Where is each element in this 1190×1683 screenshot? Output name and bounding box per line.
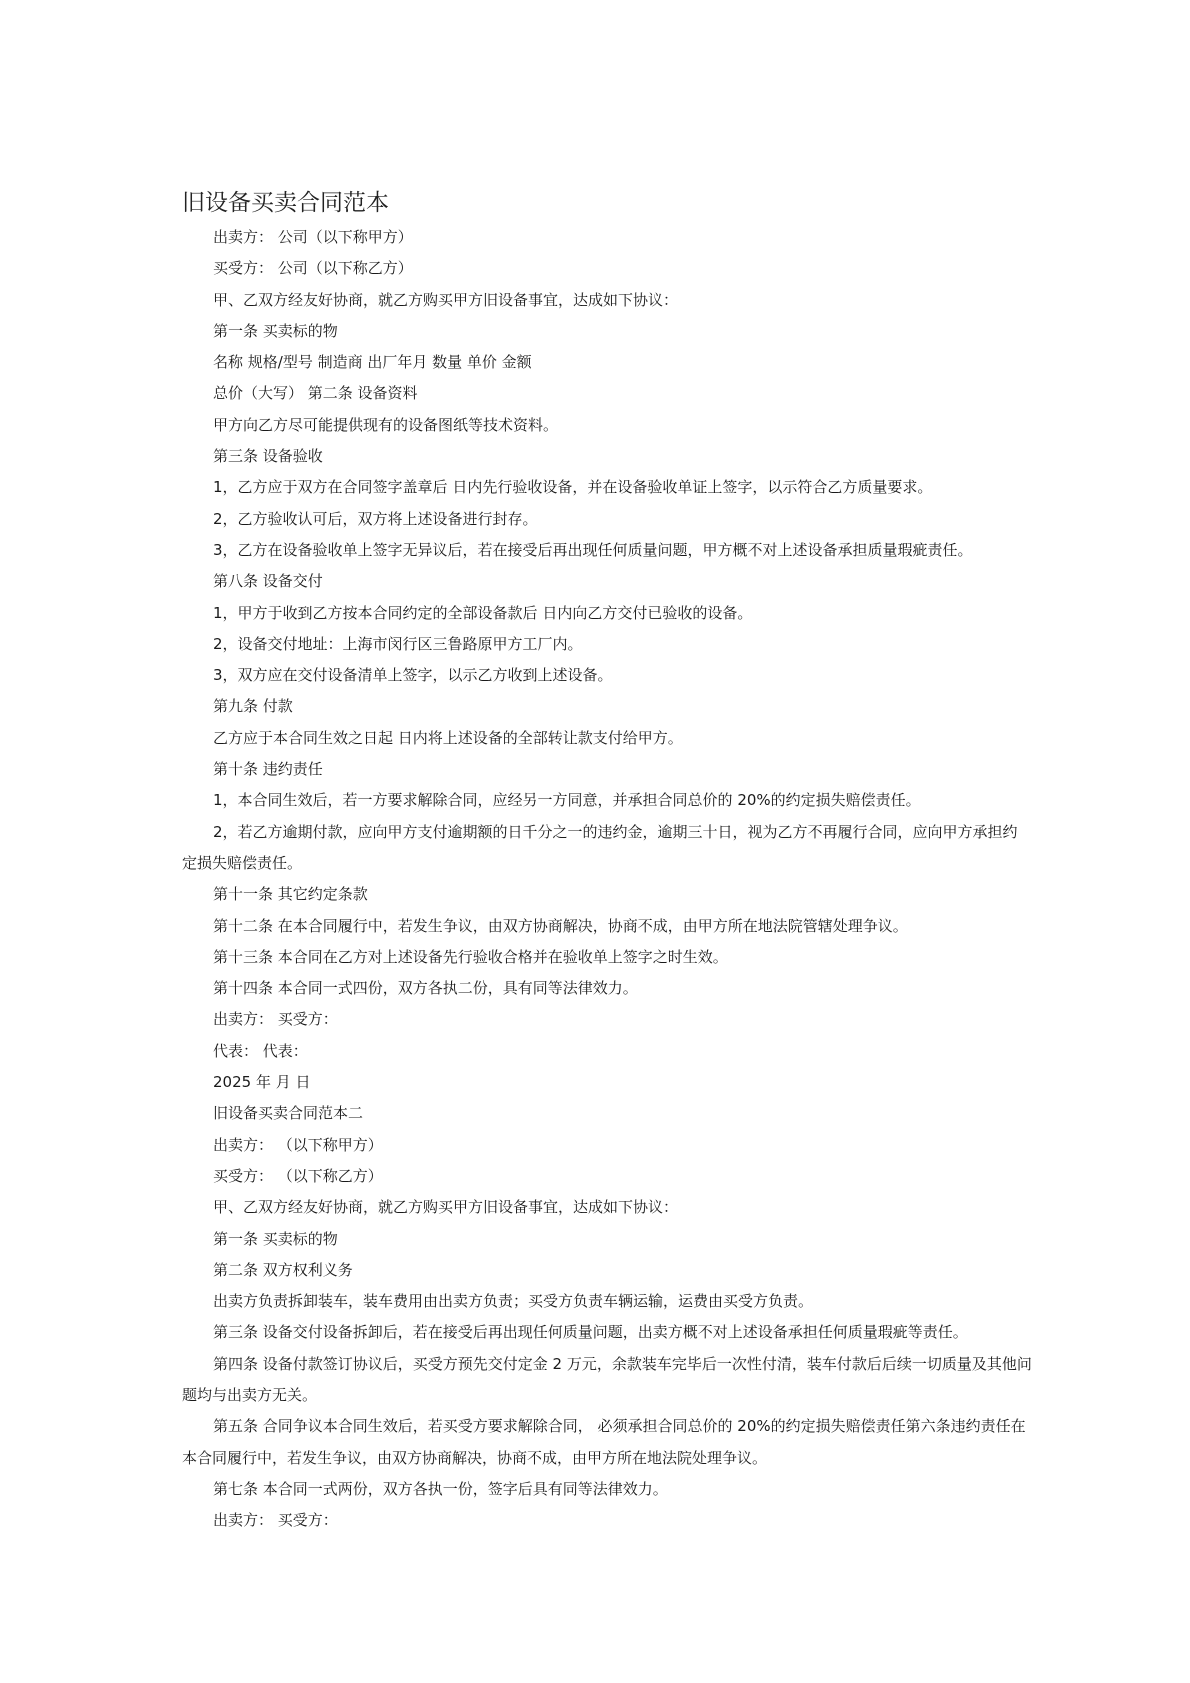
clause-heading: 第八条 设备交付 [213, 572, 323, 591]
document-body [182, 222, 1032, 1536]
paragraph-seller: 出卖方： （以下称甲方） [213, 1135, 383, 1154]
clause-heading: 第三条 设备验收 [213, 447, 323, 466]
paragraph-total-price: 总价（大写） 第二条 设备资料 [213, 384, 418, 403]
signature-line: 出卖方： 买受方： [213, 1511, 338, 1530]
paragraph: 3，双方应在交付设备清单上签字，以示乙方收到上述设备。 [213, 666, 613, 685]
paragraph: 第十四条 本合同一式四份，双方各执二份，具有同等法律效力。 [213, 979, 638, 998]
clause-heading: 第一条 买卖标的物 [213, 1229, 338, 1248]
representative-line: 代表： 代表： [213, 1041, 308, 1060]
document-title: 旧设备买卖合同范本 [182, 190, 389, 216]
paragraph: 1，乙方应于双方在合同签字盖章后 日内先行验收设备，并在设备验收单证上签字，以示符合乙方质量要求。 [213, 478, 933, 497]
clause-heading: 第十条 违约责任 [213, 760, 323, 779]
paragraph: 甲方向乙方尽可能提供现有的设备图纸等技术资料。 [213, 415, 559, 434]
paragraph: 3，乙方在设备验收单上签字无异议后，若在接受后再出现任何质量问题，甲方概不对上述设备承担质量瑕疵责任。 [213, 540, 973, 559]
paragraph: 1，甲方于收到乙方按本合同约定的全部设备款后 日内向乙方交付已验收的设备。 [213, 603, 753, 622]
paragraph-seller: 出卖方： 公司（以下称甲方） [213, 228, 413, 246]
paragraph-agreement-intro: 甲、乙双方经友好协商，就乙方购买甲方旧设备事宜，达成如下协议： [213, 1198, 679, 1217]
paragraph: 2，若乙方逾期付款，应向甲方支付逾期额的日千分之一的违约金，逾期三十日，视为乙方不再履行合同，应向甲方承担约定损失赔偿责任。 [182, 822, 1018, 872]
clause-heading: 第十一条 其它约定条款 [213, 885, 368, 904]
paragraph-agreement-intro: 甲、乙双方经友好协商，就乙方购买甲方旧设备事宜，达成如下协议： [213, 290, 679, 309]
clause-heading: 第二条 双方权利义务 [213, 1260, 353, 1279]
paragraph-buyer: 买受方： （以下称乙方） [213, 1166, 383, 1185]
clause-heading: 第九条 付款 [213, 697, 293, 716]
paragraph: 出卖方负责拆卸装车，装车费用由出卖方负责；买受方负责车辆运输，运费由买受方负责。 [213, 1292, 814, 1311]
date-line: 2025 年 月 日 [213, 1073, 311, 1092]
section-title: 旧设备买卖合同范本二 [213, 1104, 364, 1123]
paragraph: 第五条 合同争议本合同生效后，若买受方要求解除合同， 必须承担合同总价的 20%的约定损失赔偿责任第六条违约责任在本合同履行中，若发生争议，由双方协商解决，协商不成，由甲方所在地法院处理争议。 [182, 1417, 1026, 1467]
paragraph: 第四条 设备付款签订协议后，买受方预先交付定金 2 万元，余款装车完毕后一次性付清，装车付款后后续一切质量及其他问题均与出卖方无关。 [182, 1354, 1032, 1404]
paragraph: 2，设备交付地址：上海市闵行区三鲁路原甲方工厂内。 [213, 634, 583, 653]
paragraph: 第十三条 本合同在乙方对上述设备先行验收合格并在验收单上签字之时生效。 [213, 947, 728, 966]
paragraph: 1，本合同生效后，若一方要求解除合同，应经另一方同意，并承担合同总价的 20%的约定损失赔偿责任。 [213, 791, 921, 810]
paragraph: 乙方应于本合同生效之日起 日内将上述设备的全部转让款支付给甲方。 [213, 728, 683, 747]
signature-line: 出卖方： 买受方： [213, 1010, 338, 1029]
paragraph: 第七条 本合同一式两份，双方各执一份，签字后具有同等法律效力。 [213, 1479, 668, 1498]
paragraph-item-columns: 名称 规格/型号 制造商 出厂年月 数量 单价 金额 [213, 353, 532, 372]
paragraph: 第十二条 在本合同履行中，若发生争议，由双方协商解决，协商不成，由甲方所在地法院管辖处理争议。 [213, 916, 908, 935]
paragraph-buyer: 买受方： 公司（以下称乙方） [213, 259, 413, 278]
paragraph: 2，乙方验收认可后，双方将上述设备进行封存。 [213, 509, 538, 528]
clause-heading: 第一条 买卖标的物 [213, 321, 338, 340]
paragraph: 第三条 设备交付设备拆卸后，若在接受后再出现任何质量问题，出卖方概不对上述设备承担任何质量瑕疵等责任。 [213, 1323, 968, 1342]
